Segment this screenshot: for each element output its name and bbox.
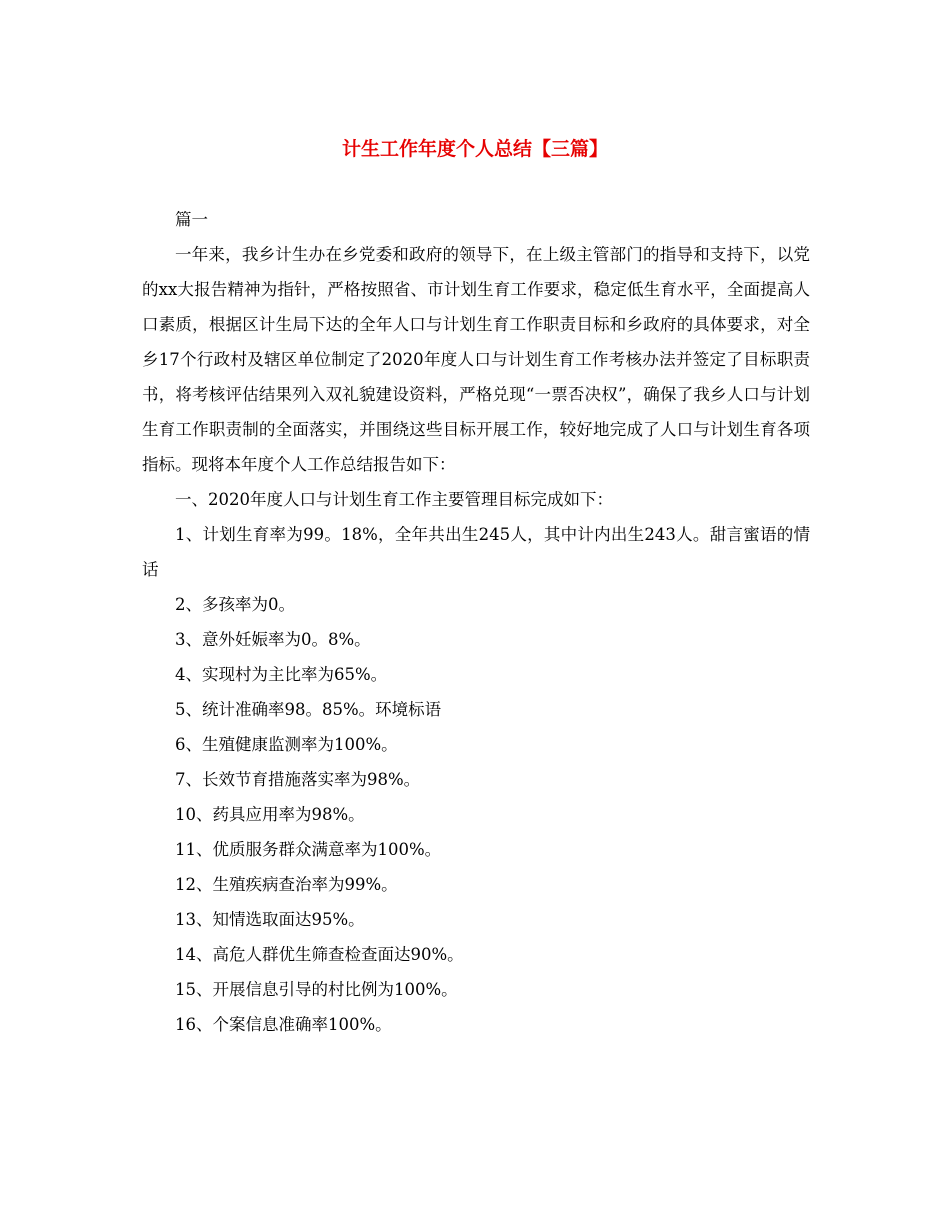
section-heading: 一、2020年度人口与计划生育工作主要管理目标完成如下：: [175, 490, 613, 509]
intro-paragraph: 一年来，我乡计生办在乡党委和政府的领导下，在上级主管部门的指导和支持下，以党的xx大报告精神为指针，严格按照省、市计划生育工作要求，稳定低生育水平，全面提高人口素质，根据区计生局下达的全年人口与计划生育工作职责目标和乡政府的具体要求，对全乡17个行政村及辖区单位制定了2020年度人口与计划生育工作考核办法并签定了目标职责书，将考核评估结果列入双礼貌建设资料，严格兑现“一票否决权”，确保了我乡人口与计划生育工作职责制的全面落实，并围绕这些目标开展工作，较好地完成了人口与计划生育各项指标。现将本年度个人工作总结报告如下：: [142, 245, 810, 474]
list-item: 14、高危人群优生筛查检查面达90%。: [175, 945, 464, 964]
list-item: 15、开展信息引导的村比例为100%。: [175, 980, 458, 999]
list-item: 5、统计准确率98。85%。环境标语: [175, 700, 442, 719]
list-item: 3、意外妊娠率为0。8%。: [175, 630, 371, 649]
list-item: 12、生殖疾病查治率为99%。: [175, 875, 398, 894]
list-item: 1、计划生育率为99。18%，全年共出生245人，其中计内出生243人。甜言蜜语的情话: [142, 525, 810, 579]
document-body: [142, 202, 810, 1042]
list-item: 4、实现村为主比率为65%。: [175, 665, 388, 684]
list-item: 7、长效节育措施落实率为98%。: [175, 770, 421, 789]
list-item: 16、个案信息准确率100%。: [175, 1015, 392, 1034]
list-item: 13、知情选取面达95%。: [175, 910, 365, 929]
list-item: 2、多孩率为0。: [175, 595, 295, 614]
list-item: 10、药具应用率为98%。: [175, 805, 365, 824]
document-title: 计生工作年度个人总结【三篇】: [341, 138, 608, 160]
list-item: 6、生殖健康监测率为100%。: [175, 735, 398, 754]
list-item: 11、优质服务群众满意率为100%。: [175, 840, 442, 859]
section-label: 篇一: [175, 210, 208, 229]
